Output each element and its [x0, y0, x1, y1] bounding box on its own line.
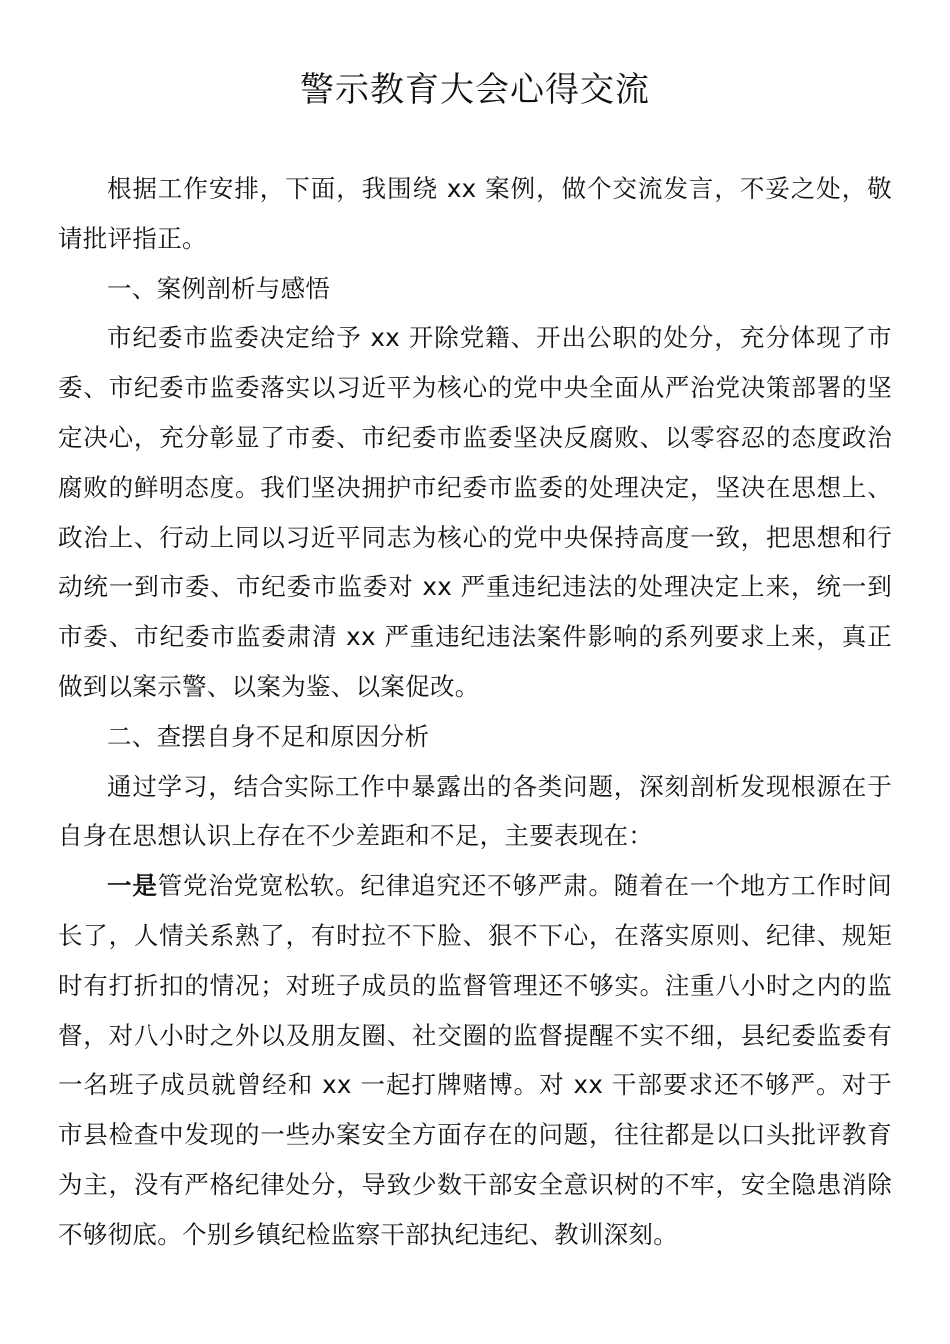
point1-text: 管党治党宽松软。纪律追究还不够严肃。随着在一个地方工作时间长了，人情关系熟了，有时拉不下脸、狠不下心，在落实原则、纪律、规矩时有打折扣的情况；对班子成员的监督管理还不够实。注重八小时之内的监督，对八小时之外以及朋友圈、社交圈的监督提醒不实不细，县纪委监委有一名班子成员就曾经和 xx 一起打牌赌博。对 xx 干部要求还不够严。对于市县检查中发现的一些办案安全方面存在的问题，往往都是以口头批评教育为主，没有严格纪律处分，导致少数干部安全意识树的不牢，安全隐患消除不够彻底。个别乡镇纪检监察干部执纪违纪、教训深刻。 — [58, 871, 892, 1249]
intro-paragraph: 根据工作安排，下面，我围绕 xx 案例，做个交流发言，不妥之处，敬请批评指正。 — [58, 174, 892, 253]
section1-paragraph: 市纪委市监委决定给予 xx 开除党籍、开出公职的处分，充分体现了市委、市纪委市监委落实以习近平为核心的党中央全面从严治党决策部署的坚定决心，充分彰显了市委、市纪委市监委坚决反腐败、以零容忍的态度政治腐败的鲜明态度。我们坚决拥护市纪委市监委的处理决定，坚决在思想上、政治上、行动上同以习近平同志为核心的党中央保持高度一致，把思想和行动统一到市委、市纪委市监委对 xx 严重违纪违法的处理决定上来，统一到市委、市纪委市监委肃清 xx 严重违纪违法案件影响的系列要求上来，真正做到以案示警、以案为鉴、以案促改。 — [58, 323, 892, 701]
document-body — [58, 164, 892, 1260]
section2-paragraph: 通过学习，结合实际工作中暴露出的各类问题，深刻剖析发现根源在于自身在思想认识上存在不少差距和不足，主要表现在： — [58, 771, 892, 851]
point1-paragraph — [58, 861, 892, 1259]
document-title: 警示教育大会心得交流 — [300, 70, 650, 110]
section1-heading: 一、案例剖析与感悟 — [107, 273, 331, 303]
section2-heading: 二、查摆自身不足和原因分析 — [107, 721, 430, 751]
point1-lead: 一是 — [107, 871, 158, 901]
